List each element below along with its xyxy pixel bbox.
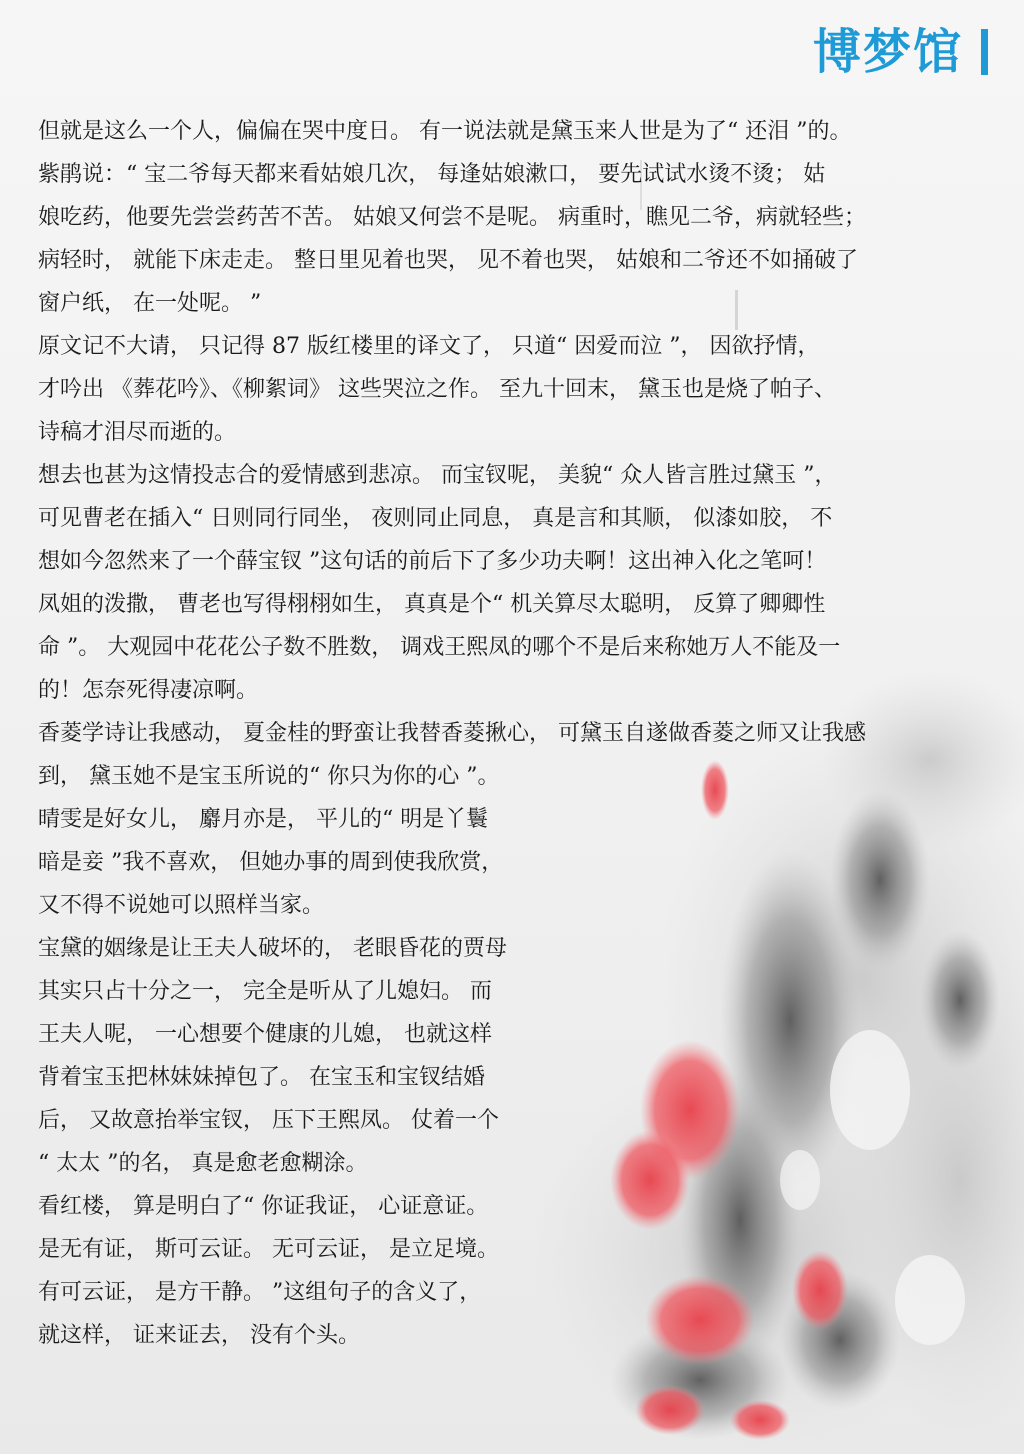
text-line: 就这样， 证来证去， 没有个头。 bbox=[38, 1323, 360, 1348]
text-line: 后， 又故意抬举宝钗， 压下王熙凤。 仗着一个 bbox=[38, 1108, 499, 1133]
text-line: 看红楼， 算是明白了“ 你证我证， 心证意证。 bbox=[38, 1194, 489, 1219]
article-body bbox=[38, 110, 1000, 1357]
text-line: 凤姐的泼撒， 曹老也写得栩栩如生， 真真是个“ 机关算尽太聪明， 反算了卿卿性 bbox=[38, 592, 826, 617]
text-line: 诗稿才泪尽而逝的。 bbox=[38, 420, 237, 445]
text-line: 背着宝玉把林妹妹掉包了。 在宝玉和宝钗结婚 bbox=[38, 1065, 485, 1090]
text-line: 想去也甚为这情投志合的爱情感到悲凉。 而宝钗呢， 美貌“ 众人皆言胜过黛玉 ”， bbox=[38, 463, 837, 488]
text-line: 窗户纸， 在一处呢。 ” bbox=[38, 291, 262, 316]
text-line: 但就是这么一个人，偏偏在哭中度日。 有一说法就是黛玉来人世是为了“ 还泪 ”的。 bbox=[38, 119, 852, 144]
text-line: 原文记不大请， 只记得 87 版红楼里的译文了， 只道“ 因爱而泣 ”， 因欲抒情， bbox=[38, 334, 820, 359]
brand-title: 博梦馆 bbox=[812, 24, 963, 80]
text-line: 命 ”。 大观园中花花公子数不胜数， 调戏王熙凤的哪个不是后来称她万人不能及一 bbox=[38, 635, 841, 660]
text-line: 宝黛的姻缘是让王夫人破坏的， 老眼昏花的贾母 bbox=[38, 936, 507, 961]
text-line: 想如今忽然来了一个薛宝钗 ”这句话的前后下了多少功夫啊！这出神入化之笔呵！ bbox=[38, 549, 827, 574]
text-line: 王夫人呢， 一心想要个健康的儿媳， 也就这样 bbox=[38, 1022, 492, 1047]
text-line: 娘吃药，他要先尝尝药苦不苦。 姑娘又何尝不是呢。 病重时，瞧见二爷，病就轻些； bbox=[38, 205, 866, 230]
text-line: 暗是妾 ”我不喜欢， 但她办事的周到使我欣赏， bbox=[38, 850, 504, 875]
text-line: 的！怎奈死得凄凉啊。 bbox=[38, 678, 259, 703]
text-line: “ 太太 ”的名， 真是愈老愈糊涂。 bbox=[38, 1151, 368, 1176]
text-line: 晴雯是好女儿， 麝月亦是， 平儿的“ 明是丫鬟 bbox=[38, 807, 489, 832]
text-line: 到， 黛玉她不是宝玉所说的“ 你只为你的心 ”。 bbox=[38, 764, 500, 789]
text-line: 才吟出 《葬花吟》、《柳絮词》 这些哭泣之作。 至九十回末， 黛玉也是烧了帕子、 bbox=[38, 377, 836, 402]
text-line: 可见曹老在插入“ 日则同行同坐， 夜则同止同息， 真是言和其顺， 似漆如胶， 不 bbox=[38, 506, 833, 531]
text-line: 有可云证， 是方干静。 ”这组句子的含义了， bbox=[38, 1280, 482, 1305]
text-line: 紫鹃说：“ 宝二爷每天都来看姑娘几次， 每逢姑娘漱口， 要先试试水烫不烫； 姑 bbox=[38, 162, 826, 187]
text-line: 香菱学诗让我感动， 夏金桂的野蛮让我替香菱揪心， 可黛玉自遂做香菱之师又让我感 bbox=[38, 721, 866, 746]
text-line: 是无有证， 斯可云证。 无可云证， 是立足境。 bbox=[38, 1237, 499, 1262]
text-line: 病轻时， 就能下床走走。 整日里见着也哭， 见不着也哭， 姑娘和二爷还不如捅破了 bbox=[38, 248, 858, 273]
brand-header bbox=[812, 24, 988, 80]
brand-bar bbox=[981, 29, 988, 75]
text-line: 又不得不说她可以照样当家。 bbox=[38, 893, 325, 918]
text-line: 其实只占十分之一， 完全是听从了儿媳妇。 而 bbox=[38, 979, 492, 1004]
